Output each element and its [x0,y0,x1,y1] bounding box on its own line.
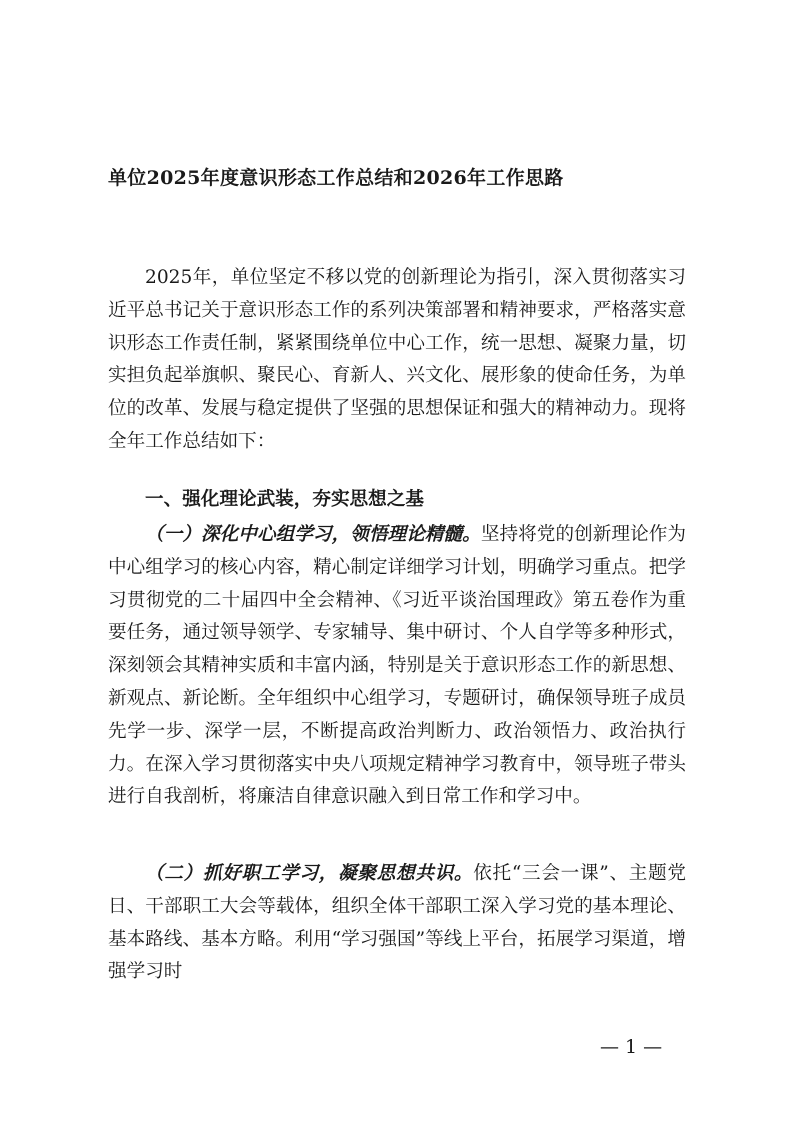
paragraph-lead: （一）深化中心组学习，领悟理论精髓。 [145,524,481,545]
intro-paragraph: 2025年，单位坚定不移以党的创新理论为指引，深入贯彻落实习近平总书记关于意识形态工作的系列决策部署和精神要求，严格落实意识形态工作责任制，紧紧围绕单位中心工作，统一思想、凝聚力量，切实担负起举旗帜、聚民心、育新人、兴文化、展形象的使命任务，为单位的改革、发展与稳定提供了坚强的思想保证和强大的精神动力。现将全年工作总结如下： [108,267,686,452]
paragraph-body: 依托“三会一课”、主题党日、干部职工大会等载体，组织全体干部职工深入学习党的基本理论、基本路线、基本方略。利用“学习强国”等线上平台，拓展学习渠道，增强学习时 [108,863,686,983]
page-number: — 1 — [600,1036,663,1058]
section-heading-1: 一、强化理论武装，夯实思想之基 [145,489,424,510]
document-title: 单位2025年度意识形态工作总结和2026年工作思路 [108,167,564,189]
paragraph-body: 坚持将党的创新理论作为中心组学习的核心内容，精心制定详细学习计划，明确学习重点。把学习贯彻党的二十届四中全会精神、《习近平谈治国理政》第五卷作为重要任务，通过领导领学、专家辅导、集中研讨、个人自学等多种形式，深刻领会其精神实质和丰富内涵，特别是关于意识形态工作的新思想、新观点、新论断。全年组织中心组学习，专题研讨，确保领导班子成员先学一步、深学一层，不断提高政治判断力、政治领悟力、政治执行力。在深入学习贯彻落实中央八项规定精神学习教育中，领导班子带头进行自我剖析，将廉洁自律意识融入到日常工作和学习中。 [108,524,686,808]
section1-paragraph-1 [108,519,686,814]
section1-paragraph-2 [108,858,686,989]
paragraph-lead: （二）抓好职工学习，凝聚思想共识。 [145,863,474,884]
